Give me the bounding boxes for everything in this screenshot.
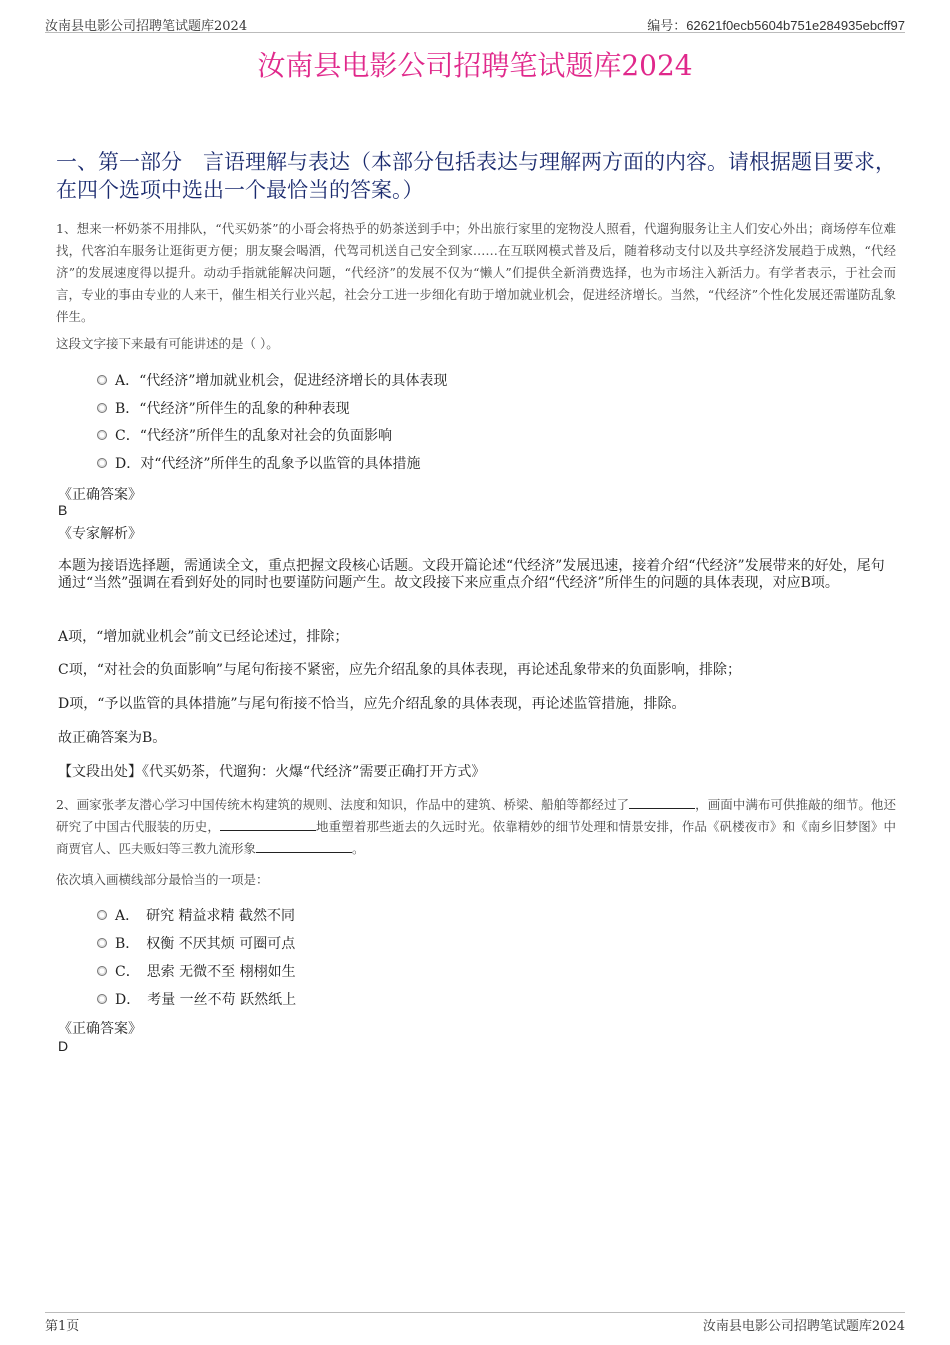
- q2-answer-label: 《正确答案》: [58, 1021, 142, 1037]
- radio-icon[interactable]: [97, 938, 107, 948]
- q2-option-c[interactable]: [97, 961, 296, 981]
- radio-icon[interactable]: [97, 966, 107, 976]
- section-heading: 一、第一部分 言语理解与表达（本部分包括表达与理解两方面的内容。请根据题目要求，在四个选项中选出一个最恰当的答案。）: [56, 150, 896, 202]
- q1-analysis-label: 《专家解析》: [58, 526, 142, 542]
- q1-prompt: 这段文字接下来最有可能讲述的是（ ）。: [56, 336, 279, 351]
- radio-icon[interactable]: [97, 910, 107, 920]
- q2-prompt: 依次填入画横线部分最恰当的一项是：: [56, 872, 269, 887]
- q2-passage-part-2: ，画面中满布可供推敲的细节。他还研究了中国古代服装的历史，: [56, 797, 896, 834]
- q2-option-b[interactable]: [97, 933, 295, 953]
- footer-page-number: 第1页: [45, 1319, 80, 1334]
- q1-analysis-paragraph: 本题为接语选择题，需通读全文，重点把握文段核心话题。文段开篇论述“代经济”发展迅速，接着介绍“代经济”发展带来的好处，尾句通过“当然”强调在看到好处的同时也要谨防问题产生。故文段接下来应重点介绍“代经济”所伴生的问题的具体表现，对应B项。: [58, 558, 885, 591]
- q2-blank-3[interactable]: [256, 840, 352, 853]
- option-text: B．“代经济”所伴生的乱象的种种表现: [115, 401, 350, 417]
- q1-passage: 1、想来一杯奶茶不用排队，“代买奶茶”的小哥会将热乎的奶茶送到手中；外出旅行家里的宠物没人照看，代遛狗服务让主人们安心外出；商场停车位难找，代客泊车服务让逛街更方便；朋友聚会喝酒，代驾司机送自己安全到家……在互联网模式普及后，随着移动支付以及共享经济发展趋于成熟，“代经济”的发展速度得以提升。动动手指就能解决问题，“代经济”的发展不仅为“懒人”们提供全新消费选择，也为市场注入新活力。有学者表示，于社会而言，专业的事由专业的人来干，催生相关行业兴起，社会分工进一步细化有助于增加就业机会，促进经济增长。当然，“代经济”个性化发展还需谨防乱象伴生。: [56, 221, 896, 324]
- q1-option-d[interactable]: [97, 453, 421, 473]
- option-text: B． 权衡 不厌其烦 可圈可点: [115, 936, 296, 952]
- q1-answer: B: [58, 502, 68, 518]
- q2-passage: [56, 794, 896, 860]
- header-doc-number: 编号：62621f0ecb5604b751e284935ebcff97: [647, 18, 905, 33]
- page-title: 汝南县电影公司招聘笔试题库2024: [257, 49, 693, 82]
- option-text: A． 研究 精益求精 截然不同: [115, 908, 296, 924]
- q2-answer: D: [58, 1038, 69, 1054]
- header-doc-title: 汝南县电影公司招聘笔试题库2024: [45, 19, 248, 34]
- q2-passage-part-1: 2、画家张孝友潜心学习中国传统木构建筑的规则、法度和知识，作品中的建筑、桥梁、船舶等都经过了: [56, 797, 630, 812]
- radio-icon[interactable]: [97, 430, 107, 440]
- radio-icon[interactable]: [97, 403, 107, 413]
- q1-source: 【文段出处】《代买奶茶，代遛狗：火爆“代经济”需要正确打开方式》: [58, 764, 486, 780]
- option-text: C． 思索 无微不至 栩栩如生: [115, 964, 296, 980]
- radio-icon[interactable]: [97, 375, 107, 385]
- page-header: [45, 14, 905, 33]
- q1-option-a[interactable]: [97, 370, 447, 390]
- q2-option-d[interactable]: [97, 989, 296, 1009]
- q2-passage-part-4: 。: [352, 841, 365, 856]
- q1-analysis-c: C项，“对社会的负面影响”与尾句衔接不紧密，应先介绍乱象的具体表现，再论述乱象带来的负面影响，排除；: [58, 662, 742, 678]
- option-text: D． 考量 一丝不苟 跃然纸上: [115, 992, 297, 1008]
- q1-answer-label: 《正确答案》: [58, 487, 142, 503]
- footer-doc-title: 汝南县电影公司招聘笔试题库2024: [702, 1319, 905, 1334]
- q1-analysis-d: D项，“予以监管的具体措施”与尾句衔接不恰当，应先介绍乱象的具体表现，再论述监管措施，排除。: [58, 696, 686, 712]
- radio-icon[interactable]: [97, 458, 107, 468]
- option-text: A．“代经济”增加就业机会，促进经济增长的具体表现: [115, 373, 448, 389]
- q2-blank-2[interactable]: [220, 818, 316, 831]
- option-text: D．对“代经济”所伴生的乱象予以监管的具体措施: [115, 456, 421, 472]
- q1-analysis-conclusion: 故正确答案为B。: [58, 730, 167, 746]
- q2-blank-1[interactable]: [629, 796, 695, 809]
- q1-analysis-a: A项，“增加就业机会”前文已经论述过，排除；: [58, 629, 349, 645]
- option-text: C．“代经济”所伴生的乱象对社会的负面影响: [115, 428, 393, 444]
- page-footer: [45, 1312, 905, 1333]
- q2-passage-part-3: 地重塑着那些逝去的久远时光。依靠精妙的细节处理和情景安排，作品《矾楼夜市》和《南乡旧梦图》中商贾官人、匹夫贩妇等三教九流形象: [56, 819, 896, 856]
- radio-icon[interactable]: [97, 994, 107, 1004]
- q1-option-c[interactable]: [97, 425, 392, 445]
- q1-option-b[interactable]: [97, 398, 350, 418]
- q2-option-a[interactable]: [97, 905, 295, 925]
